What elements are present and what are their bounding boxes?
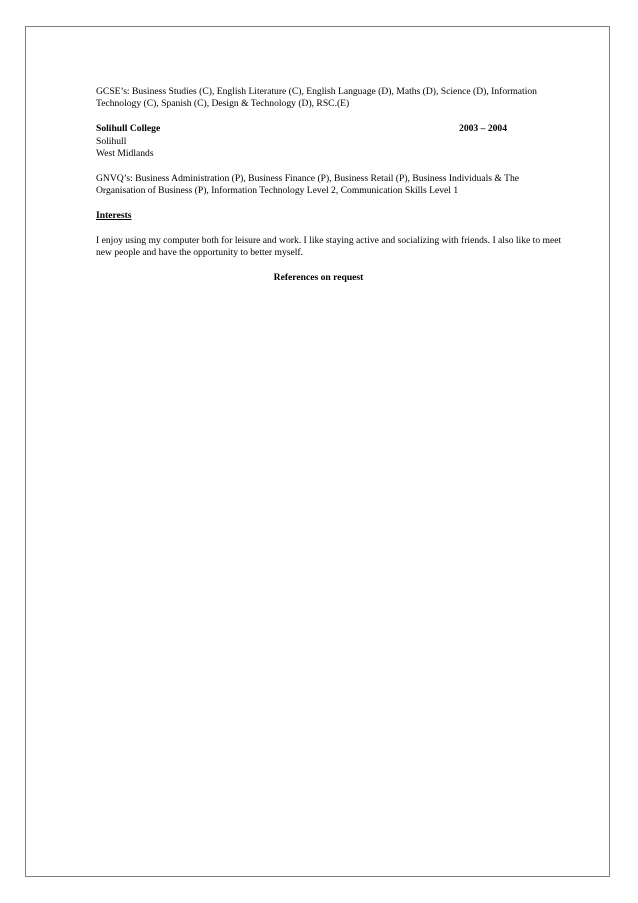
document-page — [25, 26, 610, 877]
college-name: Solihull College — [96, 123, 161, 135]
college-address-line1: Solihull — [96, 135, 127, 147]
document-content — [96, 86, 566, 297]
interests-heading: Interests — [96, 210, 132, 222]
gnvq-qualifications: GNVQ’s: Business Administration (P), Business Finance (P), Business Retail (P), Business Individuals & The Organisation of Business (P), Information Technology Level 2, Communication Skills Level 1 — [96, 172, 520, 197]
references-note: References on request — [273, 272, 364, 284]
interests-text: I enjoy using my computer both for leisure and work. I like staying active and socializing with friends. I also like to meet new people and have the opportunity to better myself. — [96, 234, 562, 259]
gcse-qualifications: GCSE’s: Business Studies (C), English Literature (C), English Language (D), Maths (D), Science (D), Information Technology (C), Spanish (C), Design & Technology (D), RSC.(E) — [96, 86, 537, 110]
college-address-line2: West Midlands — [96, 148, 154, 160]
college-header — [96, 123, 566, 135]
college-dates: 2003 – 2004 — [459, 123, 507, 135]
college-block — [96, 123, 566, 160]
